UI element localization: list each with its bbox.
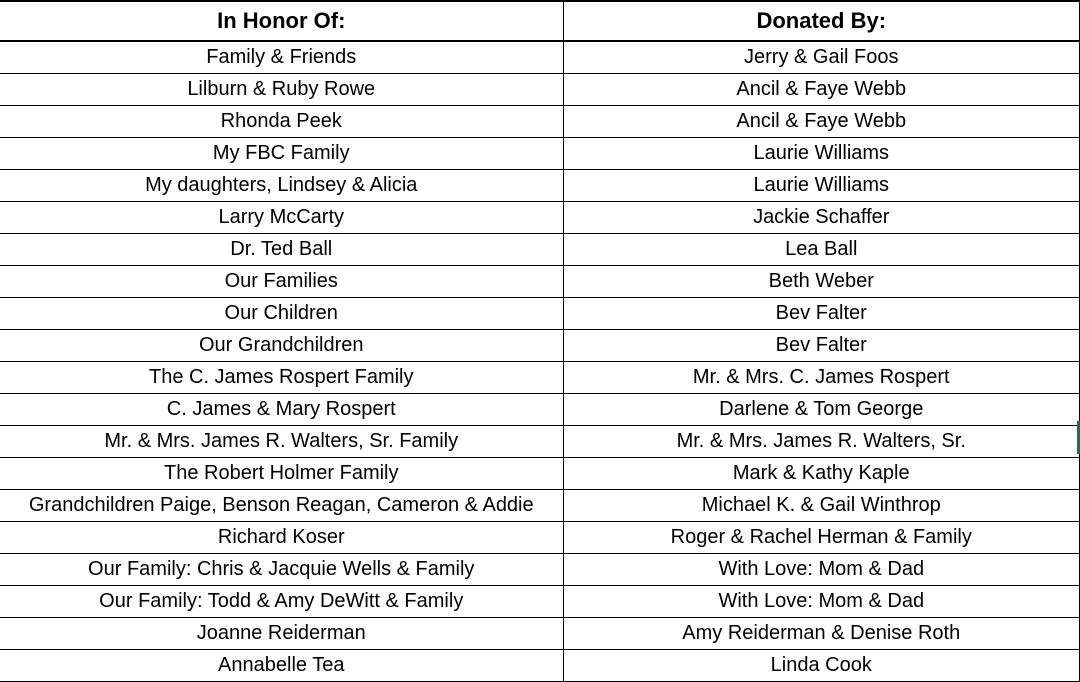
table-row: [0, 74, 1080, 106]
table-row: [0, 650, 1080, 682]
table-row: [0, 618, 1080, 650]
table-row: [0, 586, 1080, 618]
header-row: [0, 1, 1080, 41]
donor-cell[interactable]: Beth Weber: [563, 266, 1080, 298]
honoree-cell[interactable]: Our Family: Chris & Jacquie Wells & Family: [0, 554, 563, 586]
donor-cell[interactable]: Ancil & Faye Webb: [563, 106, 1080, 138]
honoree-cell[interactable]: Grandchildren Paige, Benson Reagan, Cameron & Addie: [0, 490, 563, 522]
donor-cell[interactable]: Mr. & Mrs. James R. Walters, Sr.: [563, 426, 1080, 458]
honoree-cell[interactable]: The C. James Rospert Family: [0, 362, 563, 394]
table-row: [0, 202, 1080, 234]
table-row: [0, 266, 1080, 298]
table-row: [0, 554, 1080, 586]
honoree-cell[interactable]: Richard Koser: [0, 522, 563, 554]
table-row: [0, 234, 1080, 266]
donor-cell[interactable]: Michael K. & Gail Winthrop: [563, 490, 1080, 522]
table-row: [0, 522, 1080, 554]
donor-cell[interactable]: Ancil & Faye Webb: [563, 74, 1080, 106]
donor-cell[interactable]: Roger & Rachel Herman & Family: [563, 522, 1080, 554]
donor-cell[interactable]: Bev Falter: [563, 298, 1080, 330]
donor-cell[interactable]: Mark & Kathy Kaple: [563, 458, 1080, 490]
honoree-cell[interactable]: My FBC Family: [0, 138, 563, 170]
donor-cell[interactable]: Linda Cook: [563, 650, 1080, 682]
donor-cell[interactable]: Lea Ball: [563, 234, 1080, 266]
table-body: [0, 41, 1080, 682]
table-row: [0, 298, 1080, 330]
donor-cell[interactable]: Mr. & Mrs. C. James Rospert: [563, 362, 1080, 394]
donor-cell[interactable]: Laurie Williams: [563, 138, 1080, 170]
table-row: [0, 106, 1080, 138]
honoree-cell[interactable]: Annabelle Tea: [0, 650, 563, 682]
honoree-cell[interactable]: Our Families: [0, 266, 563, 298]
table-row: [0, 394, 1080, 426]
table-row: [0, 138, 1080, 170]
honoree-cell[interactable]: My daughters, Lindsey & Alicia: [0, 170, 563, 202]
donor-cell[interactable]: With Love: Mom & Dad: [563, 586, 1080, 618]
donor-cell[interactable]: Darlene & Tom George: [563, 394, 1080, 426]
honoree-cell[interactable]: Lilburn & Ruby Rowe: [0, 74, 563, 106]
honoree-cell[interactable]: C. James & Mary Rospert: [0, 394, 563, 426]
honoree-cell[interactable]: Rhonda Peek: [0, 106, 563, 138]
table-row: [0, 362, 1080, 394]
honoree-cell[interactable]: Our Family: Todd & Amy DeWitt & Family: [0, 586, 563, 618]
table-row: [0, 458, 1080, 490]
header-in-honor-of[interactable]: In Honor Of:: [0, 1, 563, 41]
honoree-cell[interactable]: Family & Friends: [0, 41, 563, 74]
donor-cell[interactable]: Laurie Williams: [563, 170, 1080, 202]
honoree-cell[interactable]: Our Children: [0, 298, 563, 330]
table-row: [0, 490, 1080, 522]
honoree-cell[interactable]: Mr. & Mrs. James R. Walters, Sr. Family: [0, 426, 563, 458]
table-row: [0, 426, 1080, 458]
honoree-cell[interactable]: Joanne Reiderman: [0, 618, 563, 650]
honoree-cell[interactable]: The Robert Holmer Family: [0, 458, 563, 490]
table-row: [0, 170, 1080, 202]
donor-cell[interactable]: Amy Reiderman & Denise Roth: [563, 618, 1080, 650]
header-donated-by[interactable]: Donated By:: [563, 1, 1080, 41]
honoree-cell[interactable]: Our Grandchildren: [0, 330, 563, 362]
table-row: [0, 41, 1080, 74]
honoree-cell[interactable]: Dr. Ted Ball: [0, 234, 563, 266]
donor-cell[interactable]: Jackie Schaffer: [563, 202, 1080, 234]
donor-cell[interactable]: Jerry & Gail Foos: [563, 41, 1080, 74]
table-row: [0, 330, 1080, 362]
donor-cell[interactable]: With Love: Mom & Dad: [563, 554, 1080, 586]
donor-cell[interactable]: Bev Falter: [563, 330, 1080, 362]
honoree-cell[interactable]: Larry McCarty: [0, 202, 563, 234]
